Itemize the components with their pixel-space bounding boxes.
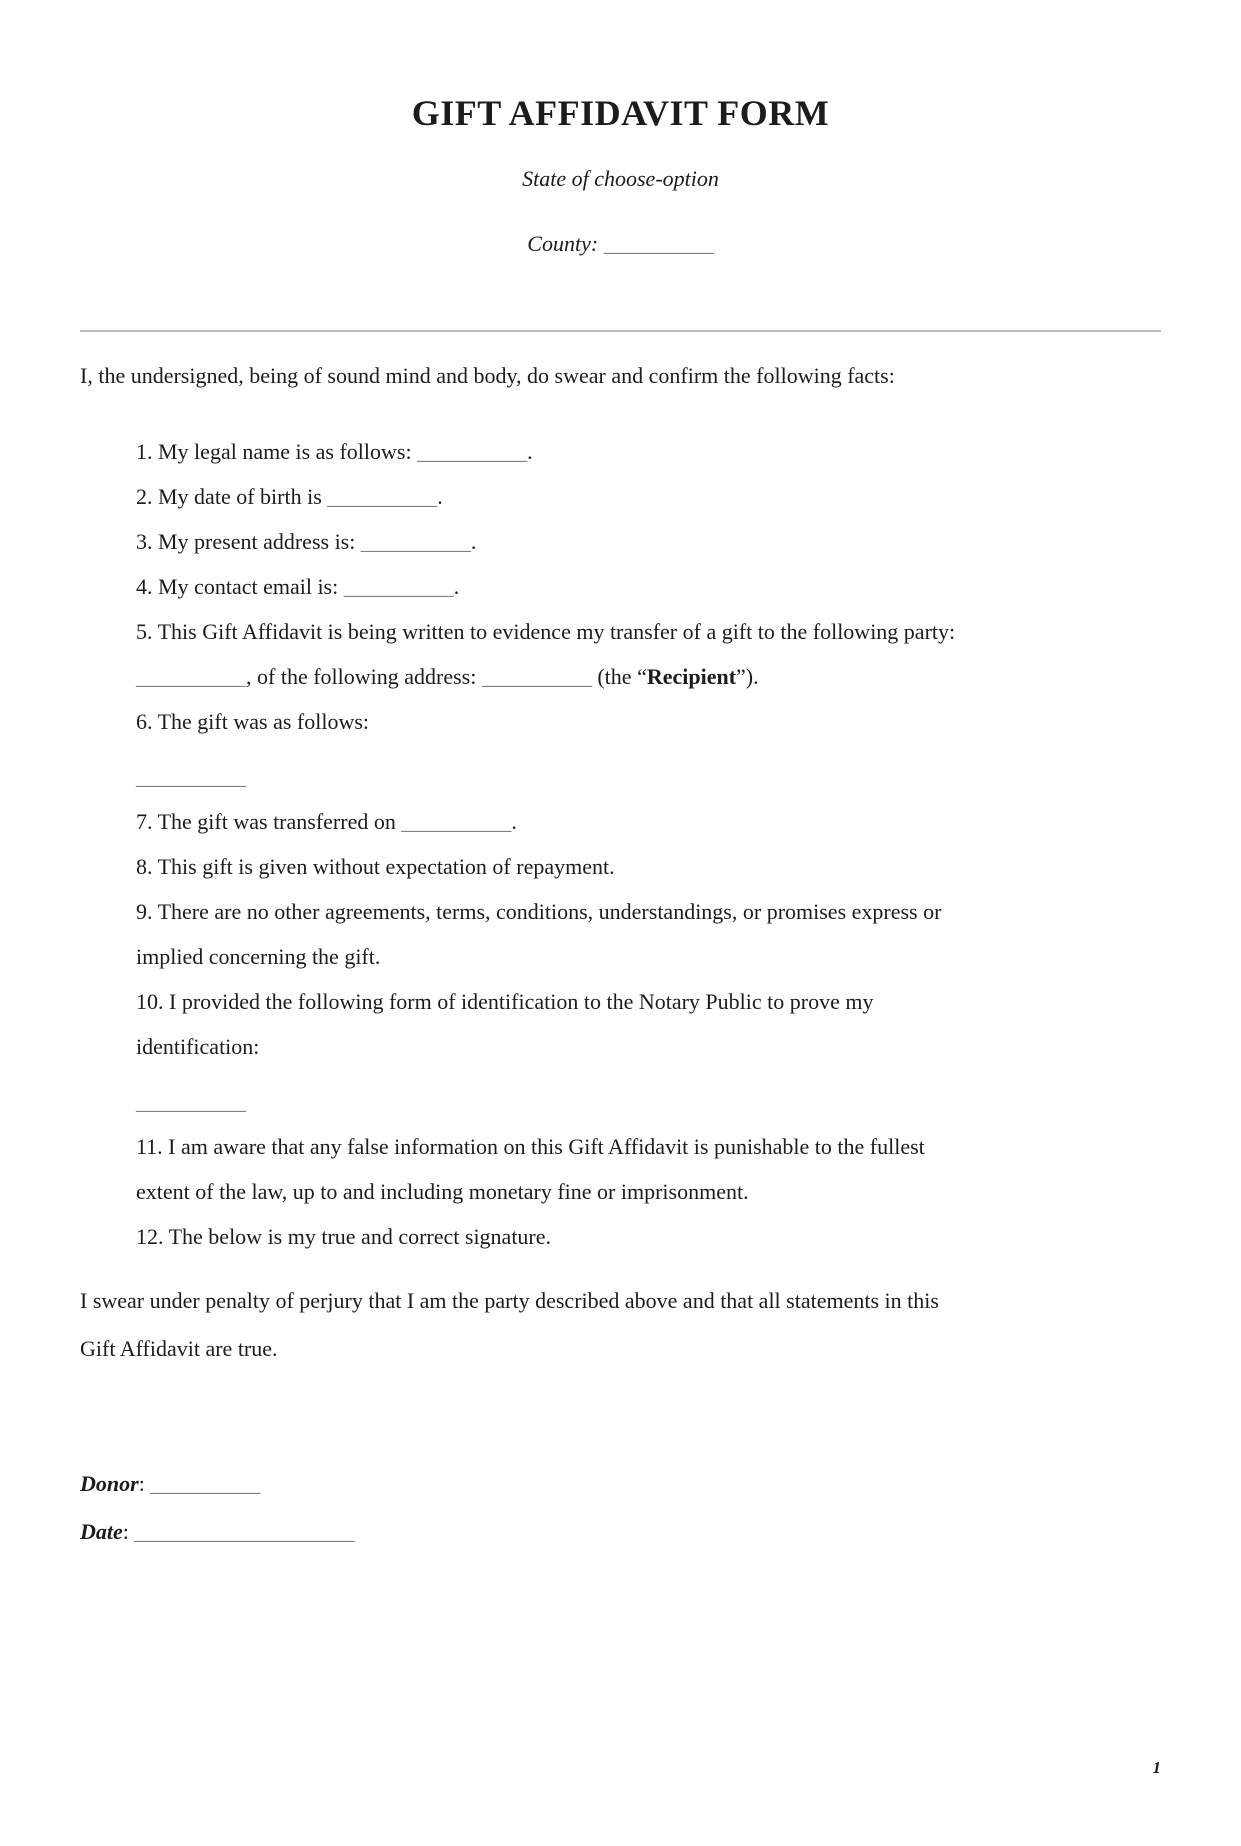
donor-line: Donor: __________ (80, 1471, 261, 1496)
closing-line-1: I swear under penalty of perjury that I am the party described above and that all statements in this (80, 1288, 939, 1313)
list-item-2: 2. My date of birth is __________. (136, 484, 443, 509)
list-item-9-line-1: 9. There are no other agreements, terms, conditions, understandings, or promises express or (136, 899, 942, 924)
list-item-8: 8. This gift is given without expectation of repayment. (136, 854, 615, 879)
recipient-address-blank: __________ (481, 664, 592, 689)
list-item-6: 6. The gift was as follows: (136, 709, 370, 734)
gift-description-blank: __________ (136, 764, 246, 789)
county-blank: __________ (603, 231, 714, 256)
county-line (80, 230, 1161, 258)
page-number: 1 (1152, 1758, 1161, 1777)
recipient-term: Recipient (646, 664, 737, 689)
donor-label: Donor (80, 1471, 139, 1496)
county-label: County: (527, 231, 604, 256)
list-item-3: 3. My present address is: __________. (136, 529, 477, 554)
signature-block (80, 1460, 1161, 1556)
closing-paragraph (80, 1277, 1161, 1373)
list-item-9-line-2: implied concerning the gift. (136, 944, 381, 969)
list-item-11-line-1: 11. I am aware that any false information on this Gift Affidavit is punishable to the fullest (136, 1134, 925, 1159)
date-signature-blank: ____________________ (134, 1519, 355, 1544)
intro-paragraph: I, the undersigned, being of sound mind and body, do swear and confirm the following facts: (80, 363, 895, 388)
date-label: Date (80, 1519, 123, 1544)
state-line: State of choose-option (522, 166, 719, 191)
list-item-7: 7. The gift was transferred on __________. (136, 809, 517, 834)
transfer-date-blank: __________ (401, 809, 512, 834)
identification-blank-line (136, 1079, 1161, 1124)
date-of-birth-blank: __________ (327, 484, 438, 509)
address-blank: __________ (360, 529, 471, 554)
legal-name-blank: __________ (417, 439, 528, 464)
list-item-4: 4. My contact email is: __________. (136, 574, 460, 599)
page-title: GIFT AFFIDAVIT FORM (411, 93, 830, 133)
recipient-name-blank: __________ (136, 664, 246, 689)
identification-blank: __________ (136, 1089, 246, 1114)
section-divider (80, 330, 1161, 332)
gift-description-blank-line (136, 754, 1161, 799)
list-item-11-line-2: extent of the law, up to and including monetary fine or imprisonment. (136, 1179, 749, 1204)
document-page (0, 92, 1241, 1556)
date-line: Date: ____________________ (80, 1519, 355, 1544)
list-item-10-line-1: 10. I provided the following form of identification to the Notary Public to prove my (136, 989, 874, 1014)
list-item-12: 12. The below is my true and correct signature. (136, 1224, 552, 1249)
list-item-5-line-1: 5. This Gift Affidavit is being written to evidence my transfer of a gift to the following party: (136, 619, 956, 644)
affidavit-list (136, 429, 1161, 1259)
email-blank: __________ (343, 574, 454, 599)
list-item-10-line-2: identification: (136, 1034, 260, 1059)
list-item-5-line-2: __________, of the following address: __________ (the “Recipient”). (136, 664, 759, 689)
list-item-1: 1. My legal name is as follows: __________. (136, 439, 533, 464)
donor-signature-blank: __________ (150, 1471, 261, 1496)
closing-line-2: Gift Affidavit are true. (80, 1336, 278, 1361)
